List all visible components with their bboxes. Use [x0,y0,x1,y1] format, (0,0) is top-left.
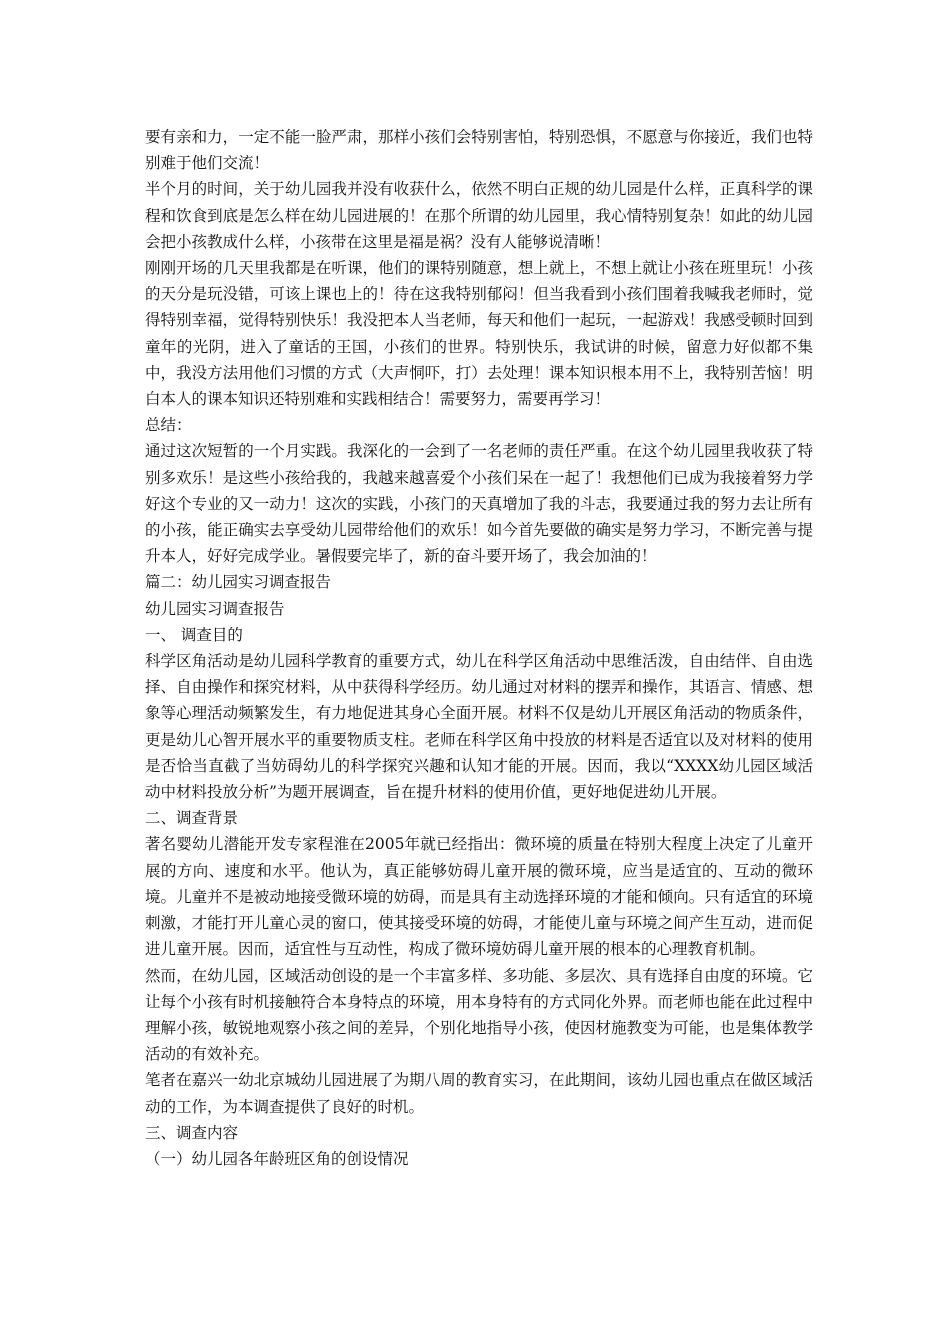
paragraph-first-days: 刚刚开场的几天里我都是在听课，他们的课特别随意，想上就上，不想上就让小孩在班里玩！小孩的天分是玩没错，可该上课也上的！待在这我特别郁闷！但当我看到小孩们围着我喊我老师时，觉得特别幸福，觉得特别快乐！我没把本人当老师，每天和他们一起玩，一起游戏！我感受顿时回到童年的光阴，进入了童话的王国，小孩们的世界。特别快乐，我试讲的时候，留意力好似都不集中，我没方法用他们习惯的方式（大声恫吓，打）去处理！课本知识根本用不上，我特别苦恼！明白本人的课本知识还特别难和实践相结合！需要努力，需要再学习！ [145,259,813,409]
section-heading-background: 二、调查背景 [145,809,239,828]
paragraph-summary: 通过这次短暂的一个月实践。我深化的一会到了一名老师的责任严重。在这个幼儿园里我收获了特别多欢乐！是这些小孩给我的，我越来越喜爱个小孩们呆在一起了！我想他们已成为我接着努力学好这个专业的又一动力！这次的实践，小孩门的天真增加了我的斗志，我要通过我的努力去让所有的小孩，能正确实去享受幼儿园带给他们的欢乐！如今首先要做的确实是努力学习，不断完善与提升本人，好好完成学业。暑假要完毕了，新的奋斗要开场了，我会加油的！ [145,442,813,566]
section-heading-content: 三、调查内容 [145,1123,239,1142]
paragraph-background-1: 著名婴幼儿潜能开发专家程淮在2005年就已经指出：微环境的质量在特别大程度上决定了儿童开展的方向、速度和水平。他认为，真正能够妨碍儿童开展的微环境，应当是适宜的、互动的微环境。儿童并不是被动地接受微环境的妨碍，而是具有主动选择环境的才能和倾向。只有适宜的环境刺激，才能打开儿童心灵的窗口，使其接受环境的妨碍，才能使儿童与环境之间产生互动，进而促进儿童开展。因而，适宜性与互动性，构成了微环境妨碍儿童开展的根本的心理教育机制。 [145,835,813,959]
document-page [145,124,813,1172]
paragraph-background-2: 然而，在幼儿园，区域活动创设的是一个丰富多样、多功能、多层次、具有选择自由度的环境。它让每个小孩有时机接触符合本身特点的环境，用本身特有的方式同化外界。而老师也能在此过程中理解小孩，敏锐地观察小孩之间的差异，个别化地指导小孩，使因材施教变为可能，也是集体教学活动的有效补充。 [145,966,813,1064]
subsection-heading-1: （一）幼儿园各年龄班区角的创设情况 [145,1149,409,1168]
paragraph-purpose: 科学区角活动是幼儿园科学教育的重要方式，幼儿在科学区角活动中思维活泼，自由结伴、自由选择、自由操作和探究材料，从中获得科学经历。幼儿通过对材料的摆弄和操作，其语言、情感、想象等心理活动频繁发生，有力地促进其身心全面开展。材料不仅是幼儿开展区角活动的物质条件，更是幼儿心智开展水平的重要物质支柱。老师在科学区角中投放的材料是否适宜以及对材料的使用是否恰当直截了当妨碍幼儿的科学探究兴趣和认知才能的开展。因而，我以“XXXX幼儿园区域活动中材料投放分析”为题开展调查，旨在提升材料的使用价值，更好地促进幼儿开展。 [145,652,813,802]
paragraph-intro-end: 要有亲和力，一定不能一脸严肃，那样小孩们会特别害怕，特别恐惧，不愿意与你接近，我们也特别难于他们交流！ [145,128,813,173]
paragraph-background-3: 笔者在嘉兴一幼北京城幼儿园进展了为期八周的教育实习，在此期间，该幼儿园也重点在做区域活动的工作，为本调查提供了良好的时机。 [145,1071,813,1116]
summary-heading: 总结： [145,416,192,435]
paragraph-half-month: 半个月的时间，关于幼儿园我并没有收获什么，依然不明白正规的幼儿园是什么样，正真科学的课程和饮食到底是怎么样在幼儿园进展的！在那个所谓的幼儿园里，我心情特别复杂！如此的幼儿园会把小孩教成什么样，小孩带在这里是福是祸？没有人能够说清晰！ [145,180,813,251]
chapter-two-heading: 篇二：幼儿园实习调查报告 [145,573,332,592]
report-title: 幼儿园实习调查报告 [145,599,285,618]
section-heading-purpose: 一、 调查目的 [145,625,243,644]
